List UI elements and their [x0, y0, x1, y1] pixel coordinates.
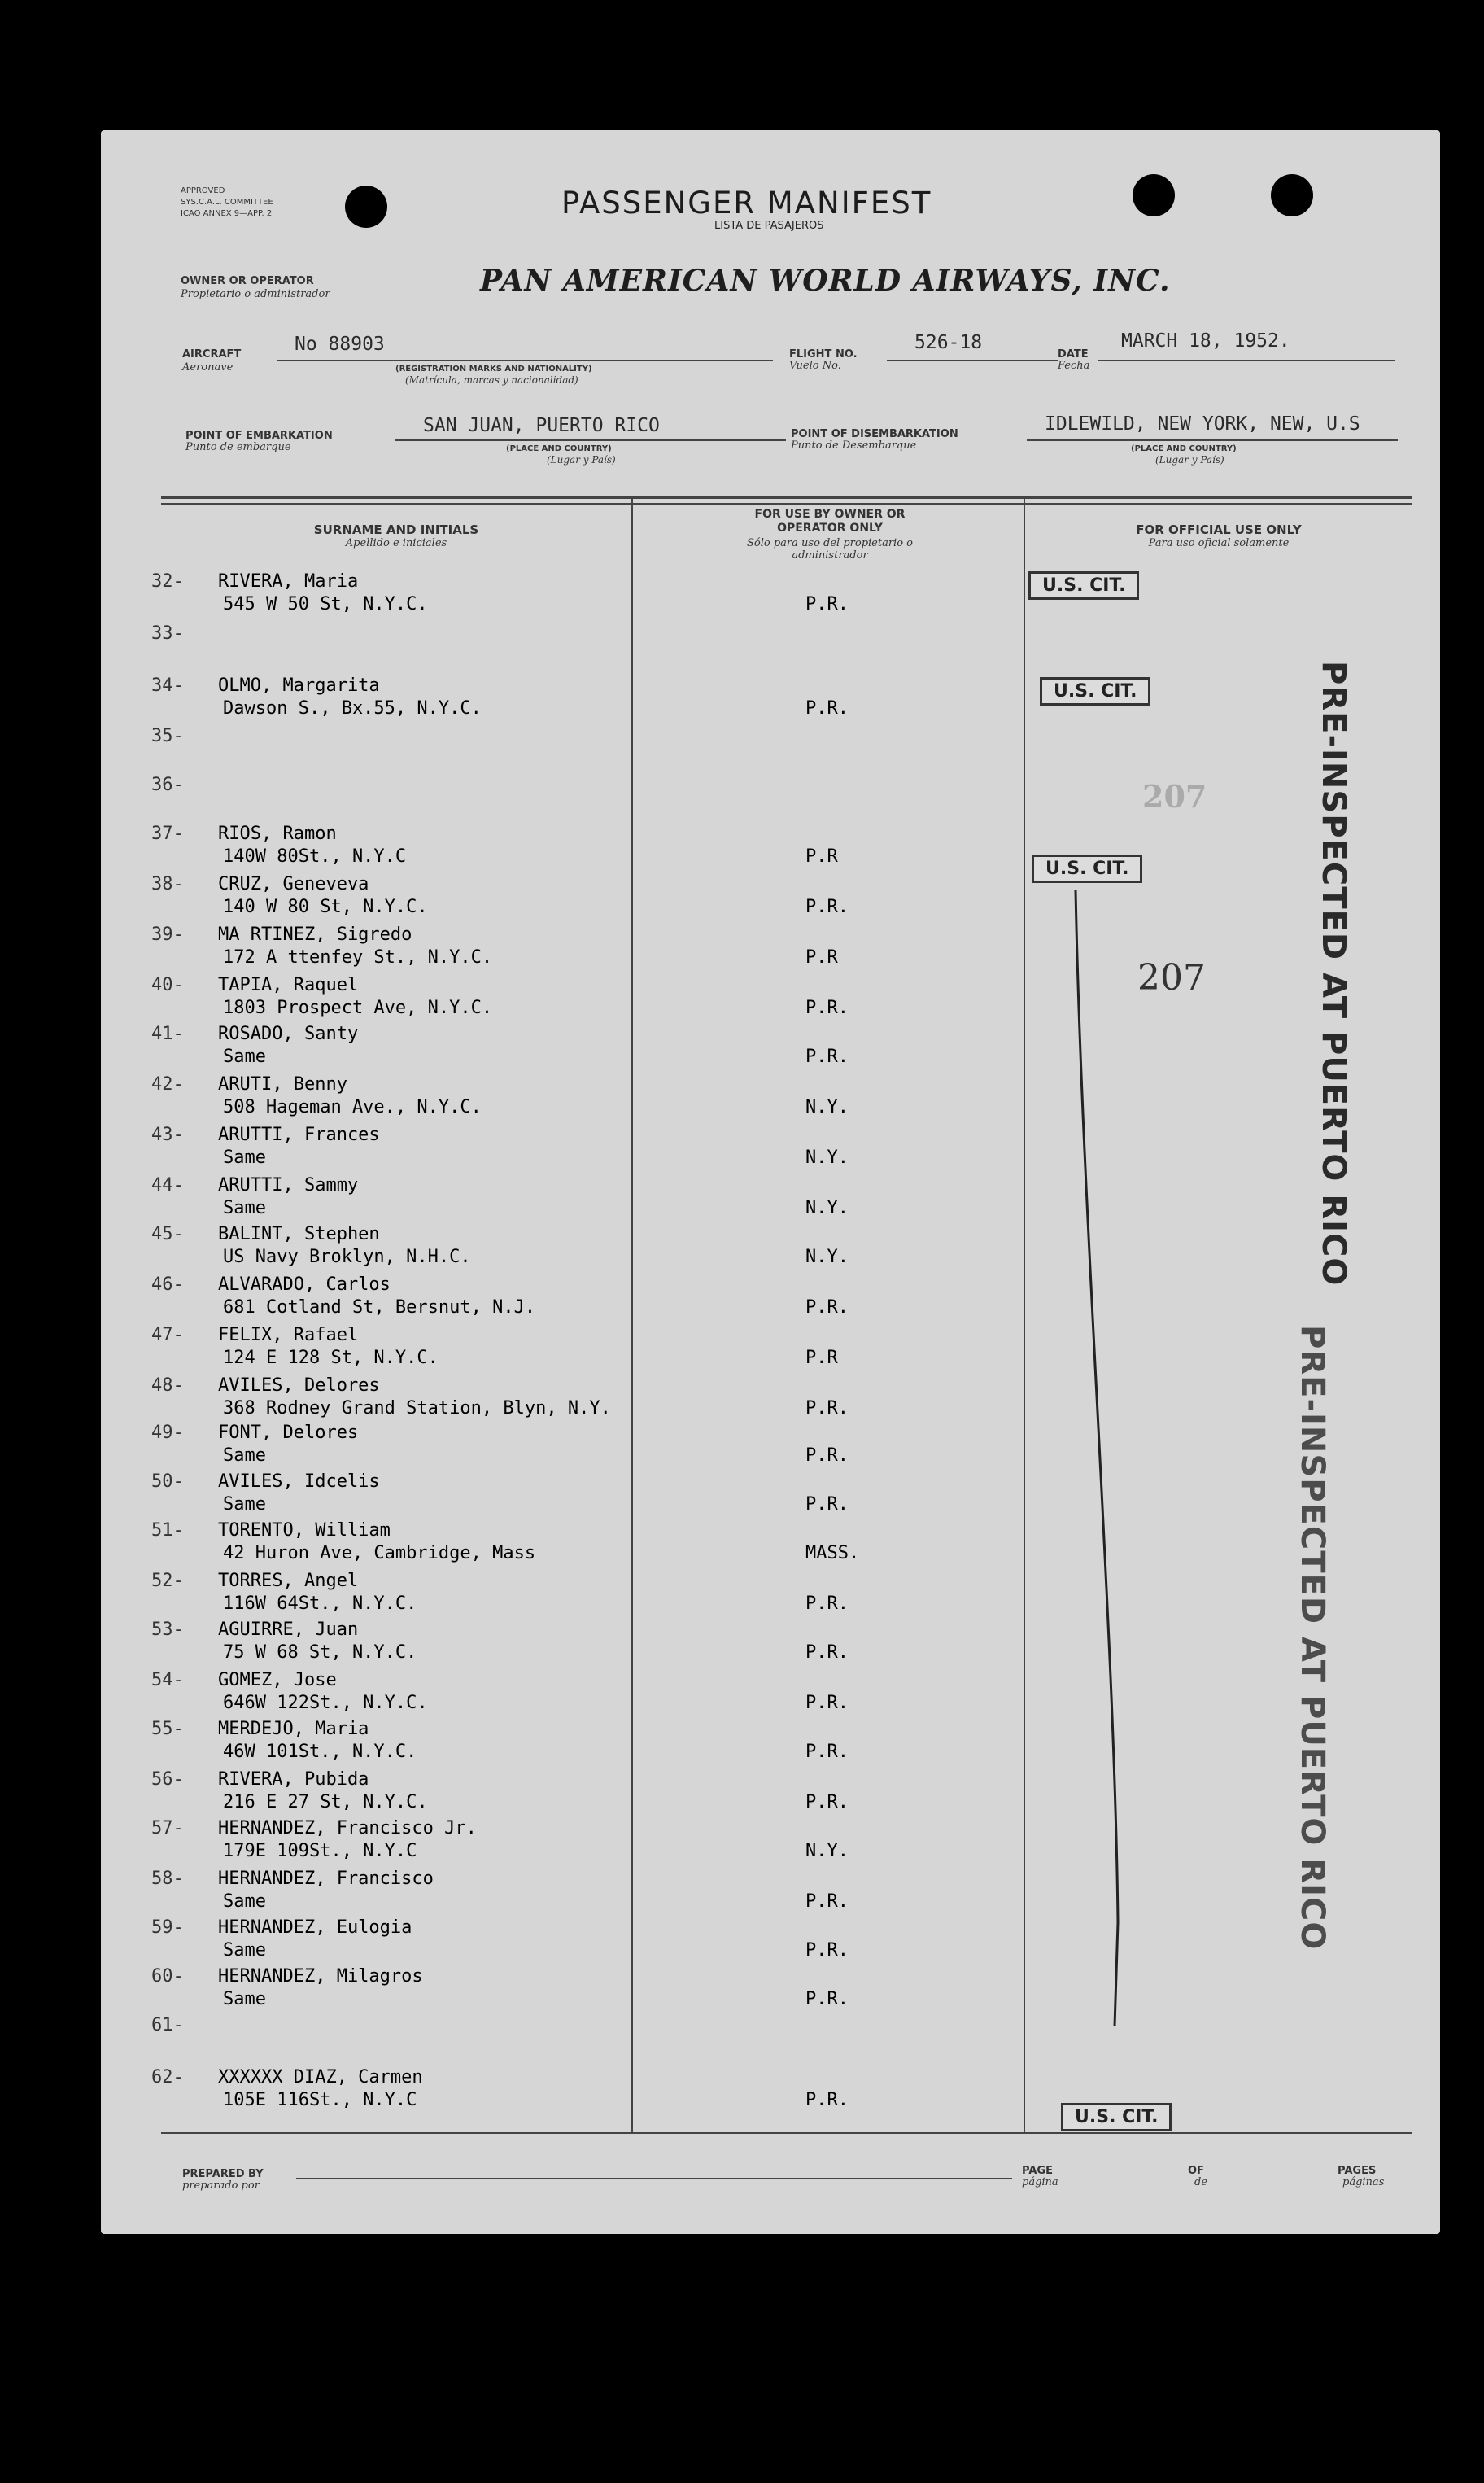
of-label: OF — [1188, 2165, 1204, 2177]
registration-note: (REGISTRATION MARKS AND NATIONALITY) — [395, 365, 592, 374]
of-label-es: de — [1194, 2176, 1208, 2188]
row-number: 58- — [151, 1869, 184, 1889]
passenger-address: 116W 64St., N.Y.C. — [223, 1593, 417, 1614]
passenger-name: OLMO, Margarita — [218, 675, 380, 696]
operator-use-value: P.R — [805, 846, 838, 867]
passenger-address: 140W 80St., N.Y.C — [223, 846, 407, 867]
column-divider — [1024, 498, 1025, 2134]
passenger-address: Same — [223, 1445, 266, 1466]
passenger-address: 508 Hageman Ave., N.Y.C. — [223, 1097, 482, 1117]
passenger-address: 1803 Prospect Ave, N.Y.C. — [223, 998, 493, 1018]
company-name: PAN AMERICAN WORLD AIRWAYS, INC. — [480, 264, 1171, 298]
operator-use-value: N.Y. — [805, 1841, 849, 1861]
registration-note-es: (Matrícula, marcas y nacionalidad) — [405, 374, 578, 386]
operator-use-value: P.R. — [805, 998, 849, 1018]
page-title: PASSENGER MANIFEST — [561, 186, 932, 221]
row-number: 40- — [151, 975, 184, 995]
passenger-address: 681 Cotland St, Bersnut, N.J. — [223, 1297, 536, 1318]
embark-label-es: Punto de embarque — [186, 441, 291, 453]
passenger-address: 140 W 80 St, N.Y.C. — [223, 897, 428, 917]
passenger-address: 646W 122St., N.Y.C. — [223, 1693, 428, 1713]
col-surname: SURNAME AND INITIALS — [313, 522, 479, 537]
row-number: 60- — [151, 1966, 184, 1987]
approval-note: APPROVED SYS.C.A.L. COMMITTEE ICAO ANNEX 9—APP. 2 — [181, 186, 273, 218]
punch-hole — [1133, 174, 1175, 216]
place-note: (PLACE AND COUNTRY) — [506, 444, 612, 453]
passenger-address: 105E 116St., N.Y.C — [223, 2090, 417, 2110]
row-number: 32- — [151, 571, 184, 592]
passenger-address: 368 Rodney Grand Station, Blyn, N.Y. — [223, 1398, 611, 1419]
row-number: 59- — [151, 1917, 184, 1938]
row-number: 56- — [151, 1769, 184, 1790]
col-owner-use-es: Sólo para uso del propietario o administrador — [747, 537, 913, 562]
passenger-name: GOMEZ, Jose — [218, 1670, 337, 1690]
row-number: 54- — [151, 1670, 184, 1690]
passenger-name: FELIX, Rafael — [218, 1325, 359, 1345]
passenger-address: Same — [223, 1891, 266, 1912]
row-number: 33- — [151, 623, 184, 644]
operator-use-value: P.R. — [805, 1940, 849, 1961]
operator-use-value: N.Y. — [805, 1198, 849, 1218]
operator-use-value: MASS. — [805, 1543, 860, 1563]
us-citizen-stamp: U.S. CIT. — [1032, 855, 1142, 883]
row-number: 51- — [151, 1520, 184, 1541]
row-number: 34- — [151, 675, 184, 696]
passenger-address: 179E 109St., N.Y.C — [223, 1841, 417, 1861]
disembark-label: POINT OF DISEMBARKATION — [791, 428, 958, 440]
flight-value: 526-18 — [914, 332, 983, 353]
passenger-name: TAPIA, Raquel — [218, 975, 359, 995]
passenger-name: AVILES, Idcelis — [218, 1471, 380, 1492]
row-number: 46- — [151, 1274, 184, 1295]
row-number: 42- — [151, 1074, 184, 1095]
row-number: 57- — [151, 1818, 184, 1838]
operator-use-value: P.R. — [805, 1398, 849, 1419]
row-number: 62- — [151, 2067, 184, 2087]
row-number: 45- — [151, 1224, 184, 1244]
passenger-address: 42 Huron Ave, Cambridge, Mass — [223, 1543, 536, 1563]
passenger-name: ROSADO, Santy — [218, 1024, 359, 1044]
row-number: 35- — [151, 726, 184, 746]
punch-hole — [1271, 174, 1313, 216]
us-citizen-stamp: U.S. CIT. — [1061, 2103, 1172, 2131]
disembark-label-es: Punto de Desembarque — [791, 439, 917, 452]
row-number: 36- — [151, 775, 184, 795]
us-citizen-stamp: U.S. CIT. — [1028, 571, 1139, 600]
row-number: 37- — [151, 824, 184, 844]
passenger-address: 172 A ttenfey St., N.Y.C. — [223, 947, 493, 968]
operator-use-value: N.Y. — [805, 1097, 849, 1117]
operator-use-value: P.R. — [805, 1742, 849, 1762]
operator-use-value: P.R — [805, 947, 838, 968]
passenger-name: HERNANDEZ, Eulogia — [218, 1917, 412, 1938]
passenger-name: HERNANDEZ, Francisco — [218, 1869, 434, 1889]
passenger-address: 75 W 68 St, N.Y.C. — [223, 1642, 417, 1663]
flight-label: FLIGHT NO. — [789, 348, 858, 361]
pages-label: PAGES — [1338, 2165, 1377, 2177]
passenger-name: HERNANDEZ, Francisco Jr. — [218, 1818, 477, 1838]
place-note-es: (Lugar y País) — [547, 454, 616, 466]
passenger-address: 545 W 50 St, N.Y.C. — [223, 594, 428, 614]
pre-inspected-stamp: PRE-INSPECTED AT PUERTO RICO — [1315, 661, 1352, 1287]
owner-label-es: Propietario o administrador — [181, 288, 330, 300]
passenger-name: MERDEJO, Maria — [218, 1719, 369, 1739]
row-number: 47- — [151, 1325, 184, 1345]
passenger-name: TORENTO, William — [218, 1520, 391, 1541]
passenger-name: FONT, Delores — [218, 1423, 359, 1443]
operator-use-value: P.R. — [805, 1693, 849, 1713]
table-top-rule — [161, 496, 1412, 499]
passenger-name: ALVARADO, Carlos — [218, 1274, 391, 1295]
row-number: 39- — [151, 925, 184, 945]
operator-use-value: P.R. — [805, 897, 849, 917]
operator-use-value: P.R. — [805, 594, 849, 614]
us-citizen-stamp: U.S. CIT. — [1040, 677, 1150, 706]
passenger-name: RIVERA, Maria — [218, 571, 359, 592]
page-label: PAGE — [1022, 2165, 1053, 2177]
disembark-value: IDLEWILD, NEW YORK, NEW, U.S — [1045, 413, 1360, 435]
passenger-address: 124 E 128 St, N.Y.C. — [223, 1348, 439, 1368]
row-number: 43- — [151, 1125, 184, 1145]
row-number: 44- — [151, 1175, 184, 1196]
passenger-address: US Navy Broklyn, N.H.C. — [223, 1247, 471, 1267]
aircraft-value: No 88903 — [295, 334, 385, 355]
row-number: 49- — [151, 1423, 184, 1443]
operator-use-value: P.R. — [805, 1445, 849, 1466]
operator-use-value: P.R. — [805, 1792, 849, 1812]
row-number: 55- — [151, 1719, 184, 1739]
passenger-name: MA RTINEZ, Sigredo — [218, 925, 412, 945]
column-divider — [631, 498, 633, 2134]
operator-use-value: P.R — [805, 1348, 838, 1368]
embark-value: SAN JUAN, PUERTO RICO — [423, 415, 660, 436]
passenger-name: HERNANDEZ, Milagros — [218, 1966, 423, 1987]
col-owner-use: FOR USE BY OWNER OR OPERATOR ONLY — [754, 508, 906, 535]
table-top-rule — [161, 503, 1412, 505]
passenger-address: Same — [223, 1047, 266, 1067]
row-number: 61- — [151, 2015, 184, 2035]
embark-label: POINT OF EMBARKATION — [186, 430, 333, 442]
passenger-address: 216 E 27 St, N.Y.C. — [223, 1792, 428, 1812]
page-label-es: página — [1022, 2176, 1058, 2188]
handwritten-number: 207 — [1137, 957, 1206, 999]
row-number: 38- — [151, 874, 184, 894]
pages-label-es: páginas — [1342, 2176, 1385, 2188]
prepared-by-label: PREPARED BY — [182, 2168, 264, 2180]
date-label-es: Fecha — [1058, 360, 1090, 372]
passenger-address: Same — [223, 1940, 266, 1961]
passenger-address: Dawson S., Bx.55, N.Y.C. — [223, 698, 482, 719]
passenger-name: CRUZ, Geneveva — [218, 874, 369, 894]
passenger-name: AVILES, Delores — [218, 1375, 380, 1396]
passenger-name: ARUTTI, Sammy — [218, 1175, 359, 1196]
passenger-name: BALINT, Stephen — [218, 1224, 380, 1244]
row-number: 41- — [151, 1024, 184, 1044]
col-official: FOR OFFICIAL USE ONLY — [1136, 522, 1302, 537]
row-number: 50- — [151, 1471, 184, 1492]
operator-use-value: P.R. — [805, 1593, 849, 1614]
row-number: 53- — [151, 1620, 184, 1640]
date-value: MARCH 18, 1952. — [1121, 330, 1290, 352]
aircraft-label: AIRCRAFT — [182, 348, 242, 361]
passenger-address: Same — [223, 1989, 266, 2009]
owner-label: OWNER OR OPERATOR — [181, 275, 314, 287]
punch-hole — [345, 186, 387, 228]
passenger-name: TORRES, Angel — [218, 1571, 359, 1591]
passenger-address: Same — [223, 1494, 266, 1515]
passenger-name: RIOS, Ramon — [218, 824, 337, 844]
page-subtitle: LISTA DE PASAJEROS — [714, 220, 824, 232]
pre-inspected-stamp: PRE-INSPECTED AT PUERTO RICO — [1294, 1325, 1331, 1951]
passenger-name: ARUTTI, Frances — [218, 1125, 380, 1145]
passenger-name: ARUTI, Benny — [218, 1074, 347, 1095]
faint-number: 207 — [1142, 778, 1207, 815]
place-note-2: (PLACE AND COUNTRY) — [1131, 444, 1237, 453]
operator-use-value: N.Y. — [805, 1148, 849, 1168]
operator-use-value: P.R. — [805, 1494, 849, 1515]
flight-label-es: Vuelo No. — [789, 360, 841, 372]
aircraft-label-es: Aeronave — [182, 361, 234, 374]
passenger-address: Same — [223, 1198, 266, 1218]
operator-use-value: P.R. — [805, 698, 849, 719]
operator-use-value: P.R. — [805, 1047, 849, 1067]
passenger-name: RIVERA, Pubida — [218, 1769, 369, 1790]
operator-use-value: P.R. — [805, 1297, 849, 1318]
operator-use-value: N.Y. — [805, 1247, 849, 1267]
row-number: 52- — [151, 1571, 184, 1591]
operator-use-value: P.R. — [805, 1891, 849, 1912]
passenger-name: XXXXXX DIAZ, Carmen — [218, 2067, 423, 2087]
date-label: DATE — [1058, 348, 1089, 361]
operator-use-value: P.R. — [805, 1989, 849, 2009]
col-surname-es: Apellido e iniciales — [345, 537, 447, 549]
passenger-name: AGUIRRE, Juan — [218, 1620, 359, 1640]
place-note-es-2: (Lugar y País) — [1155, 454, 1224, 466]
prepared-by-label-es: preparado por — [182, 2179, 260, 2192]
operator-use-value: P.R. — [805, 2090, 849, 2110]
passenger-address: Same — [223, 1148, 266, 1168]
col-official-es: Para uso oficial solamente — [1148, 537, 1290, 549]
operator-use-value: P.R. — [805, 1642, 849, 1663]
passenger-address: 46W 101St., N.Y.C. — [223, 1742, 417, 1762]
table-bottom-rule — [161, 2132, 1412, 2134]
row-number: 48- — [151, 1375, 184, 1396]
